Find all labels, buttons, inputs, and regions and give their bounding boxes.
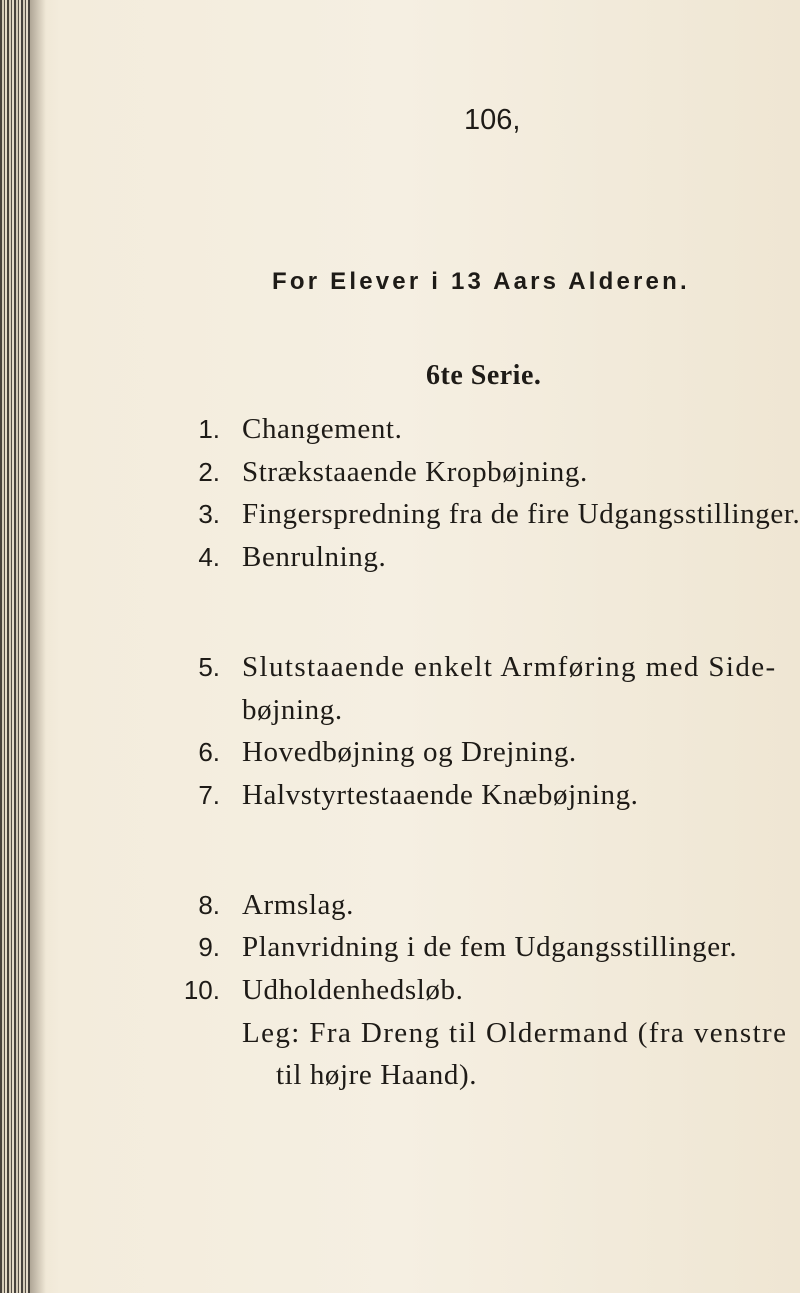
item-text: Halvstyrtestaaende Knæbøjning.	[242, 779, 639, 811]
item-number: 10.	[183, 975, 220, 1005]
page-title: For Elever i 13 Aars Alderen.	[272, 268, 690, 295]
item-number: 5.	[198, 652, 220, 682]
item-number: 7.	[198, 780, 220, 810]
item-number: 1.	[198, 414, 220, 444]
item-text: Strækstaaende Kropbøjning.	[242, 456, 588, 488]
page-number: 106,	[464, 104, 521, 136]
list-item	[0, 537, 800, 577]
section-heading: 6te Serie.	[426, 360, 542, 391]
list-item	[0, 927, 800, 967]
list-item	[0, 775, 800, 815]
item-number: 2.	[198, 457, 220, 487]
list-item	[0, 409, 800, 449]
item-number: 6.	[198, 737, 220, 767]
list-item	[0, 970, 800, 1010]
item-text: Benrulning.	[242, 541, 387, 573]
list-item	[0, 732, 800, 772]
list-item	[0, 647, 800, 687]
item-text: Slutstaaende enkelt Armføring med Side-	[242, 651, 777, 683]
item-text: Udholdenhedsløb.	[242, 974, 464, 1006]
item-number: 9.	[198, 932, 220, 962]
item-text: Armslag.	[242, 889, 354, 921]
list-item-continuation	[0, 690, 800, 730]
game-text-continuation: til højre Haand).	[276, 1059, 478, 1091]
game-text: Leg: Fra Dreng til Oldermand (fra venstre	[242, 1017, 788, 1049]
item-number: 8.	[198, 890, 220, 920]
item-number: 4.	[198, 542, 220, 572]
item-text: Changement.	[242, 413, 403, 445]
game-line-continuation	[0, 1055, 800, 1095]
item-text: Fingerspredning fra de fire Udgangsstillinger.	[242, 498, 800, 530]
item-number: 3.	[198, 499, 220, 529]
list-item	[0, 494, 800, 534]
list-item	[0, 452, 800, 492]
item-text-continuation: bøjning.	[242, 694, 343, 726]
item-text: Hovedbøjning og Drejning.	[242, 736, 577, 768]
list-item	[0, 885, 800, 925]
game-line	[0, 1013, 800, 1053]
item-text: Planvridning i de fem Udgangsstillinger.	[242, 931, 738, 963]
